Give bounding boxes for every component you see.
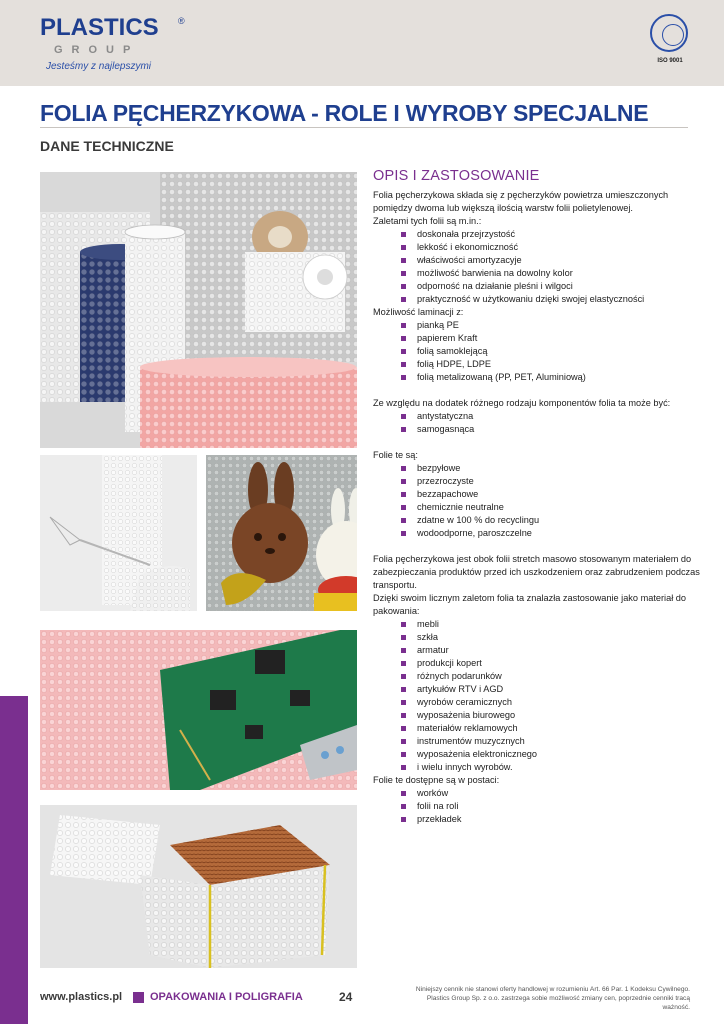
properties-list: [373, 462, 703, 540]
logo-group-text: GROUP: [54, 44, 140, 56]
forms-list: [373, 787, 703, 826]
iso-seal-icon: [650, 14, 688, 52]
list-item: samogasnąca: [401, 423, 703, 436]
list-item: folią samoklejącą: [401, 345, 703, 358]
footer-section-name: OPAKOWANIA I POLIGRAFIA: [150, 991, 303, 1003]
list-item: pianką PE: [401, 319, 703, 332]
components-paragraph: Ze względu na dodatek różnego rodzaju komponentów folia ta może być:: [373, 398, 671, 408]
sidebar-accent-bar: [0, 696, 28, 1024]
list-item: wyposażenia elektronicznego: [401, 748, 703, 761]
page-number: 24: [339, 990, 353, 1004]
list-item: lekkość i ekonomiczność: [401, 241, 703, 254]
list-item: artykułów RTV i AGD: [401, 683, 703, 696]
advantages-label: Zaletami tych folii są m.in.:: [373, 216, 482, 226]
list-item: bezpyłowe: [401, 462, 703, 475]
list-item: folii na roli: [401, 800, 703, 813]
list-item: armatur: [401, 644, 703, 657]
list-item: mebli: [401, 618, 703, 631]
page-header: [0, 0, 724, 86]
list-item: chemicznie neutralne: [401, 501, 703, 514]
description-column: [373, 170, 703, 826]
photo-circuit-board: [40, 630, 357, 790]
footer-website-link[interactable]: www.plastics.pl: [40, 991, 123, 1003]
list-item: instrumentów muzycznych: [401, 735, 703, 748]
usage-paragraph-2: Dzięki swoim licznym zaletom folia ta znalazła zastosowanie jako materiał do pakowania:: [373, 593, 687, 616]
properties-label: Folie te są:: [373, 450, 418, 460]
list-item: właściwości amortyzacyje: [401, 254, 703, 267]
list-item: możliwość barwienia na dowolny kolor: [401, 267, 703, 280]
logo-registered-mark: ®: [178, 16, 185, 26]
disclaimer-line: Niniejszy cennik nie stanowi oferty handlowej w rozumieniu Art. 66 Par. 1 Kodeksu Cywilnego.: [415, 986, 690, 993]
list-item: szkła: [401, 631, 703, 644]
footer-disclaimer: [400, 985, 690, 1012]
photo-bubble-wrap-rolls: [40, 172, 357, 448]
iso-label: ISO 9001: [657, 58, 683, 64]
list-item: materiałów reklamowych: [401, 722, 703, 735]
title-divider: [40, 127, 688, 128]
list-item: wyrobów ceramicznych: [401, 696, 703, 709]
list-item: i wielu innych wyrobów.: [401, 761, 703, 774]
plastics-group-logo: [40, 14, 200, 76]
intro-paragraph: Folia pęcherzykowa składa się z pęcherzyków powietrza umieszczonych pomiędzy dwoma lub większą ilością warstw folii polietylenowej.: [373, 190, 669, 213]
photo-wrapped-glass: [40, 455, 197, 611]
list-item: folią HDPE, LDPE: [401, 358, 703, 371]
wrapped-box-illustration: [40, 805, 357, 968]
lamination-list: [373, 319, 703, 384]
iso-certificate-badge: [648, 14, 692, 74]
advantages-list: [373, 228, 703, 306]
list-item: wyposażenia biurowego: [401, 709, 703, 722]
list-item: antystatyczna: [401, 410, 703, 423]
list-item: przezroczyste: [401, 475, 703, 488]
list-item: produkcji kopert: [401, 657, 703, 670]
bubble-rolls-illustration: [40, 172, 357, 448]
photo-chocolate-bunnies: [206, 455, 357, 611]
circuit-board-illustration: [40, 630, 357, 790]
usage-paragraph: Folia pęcherzykowa jest obok folii stretch masowo stosowanym materiałem do zabezpieczania produktów przed ich uszkodzeniem oraz zabrudzeniem podczas transportu.: [373, 554, 700, 590]
list-item: worków: [401, 787, 703, 800]
list-item: różnych podarunków: [401, 670, 703, 683]
list-item: folią metalizowaną (PP, PET, Aluminiową): [401, 371, 703, 384]
wrapped-glass-illustration: [40, 455, 197, 611]
disclaimer-line: Plastics Group Sp. z o.o. zastrzega sobie możliwość zmiany cen, poprzednie cenniki tracą ważność.: [426, 995, 690, 1011]
list-item: odporność na działanie pleśni i wilgoci: [401, 280, 703, 293]
logo-tagline: Jesteśmy z najlepszymi: [46, 61, 152, 72]
page-title: FOLIA PĘCHERZYKOWA - ROLE I WYROBY SPECJALNE: [40, 100, 649, 126]
lamination-label: Możliwość laminacji z:: [373, 307, 464, 317]
list-item: bezzapachowe: [401, 488, 703, 501]
list-item: zdatne w 100 % do recyclingu: [401, 514, 703, 527]
page-subtitle: DANE TECHNICZNE: [40, 138, 174, 154]
list-item: praktyczność w użytkowaniu dzięki swojej elastyczności: [401, 293, 703, 306]
list-item: doskonała przejrzystość: [401, 228, 703, 241]
usage-list: [373, 618, 703, 774]
footer-square-icon: [133, 992, 144, 1003]
photo-wrapped-copper-box: [40, 805, 357, 968]
list-item: wodoodporne, paroszczelne: [401, 527, 703, 540]
section-heading: OPIS I ZASTOSOWANIE: [373, 168, 540, 184]
components-list: [373, 410, 703, 436]
list-item: papierem Kraft: [401, 332, 703, 345]
logo-wordmark: PLASTICS: [40, 14, 159, 41]
list-item: przekładek: [401, 813, 703, 826]
forms-label: Folie te dostępne są w postaci:: [373, 775, 500, 785]
chocolate-bunnies-illustration: [206, 455, 357, 611]
